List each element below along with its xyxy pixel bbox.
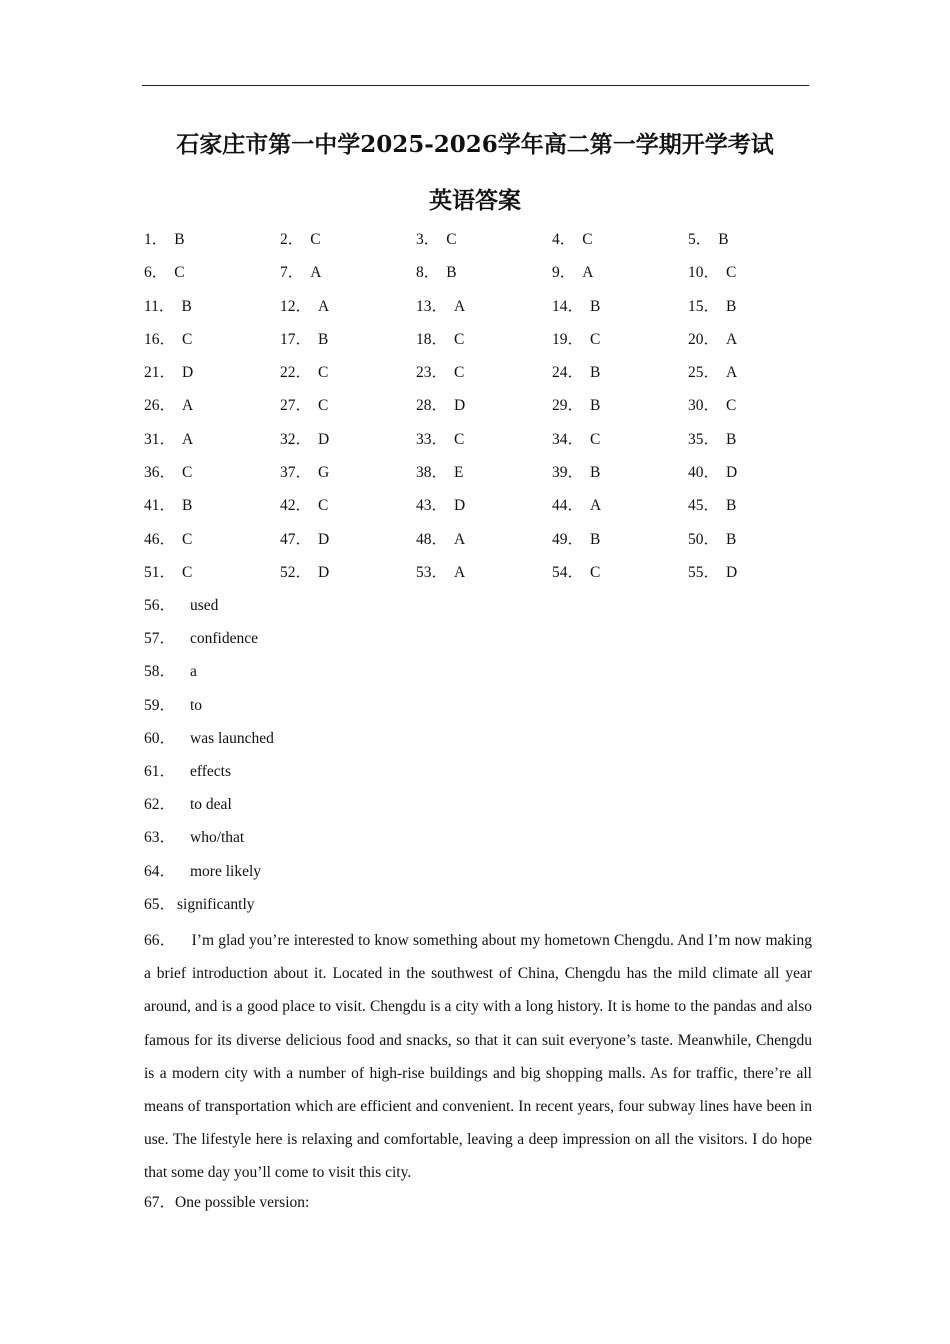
answer-item [144,228,280,261]
answer-item [416,295,552,328]
answer-letter: D [182,364,194,382]
answer-item [688,228,824,261]
fill-text: significantly [177,895,255,913]
answer-number: 35． [688,430,720,448]
answer-letter: D [726,563,738,581]
answer-letter: C [454,364,465,382]
answer-item [552,461,688,494]
answer-letter: C [446,231,457,248]
answer-item [280,561,416,594]
answer-letter: B [718,231,729,248]
answer-letter: C [182,563,193,581]
answer-item [552,528,688,561]
answer-item [416,261,552,294]
answer-number: 27． [280,397,312,415]
answer-letter: C [590,563,601,581]
answer-item [688,461,824,494]
answer-number: 18． [416,330,448,348]
answer-item [552,394,688,427]
answer-letter: A [182,430,194,448]
answer-item [416,494,552,527]
fill-text: confidence [190,630,258,648]
answer-number: 52． [280,563,312,581]
answer-item [280,528,416,561]
answer-item [144,261,280,294]
answer-number: 2． [280,231,304,248]
answer-item [280,494,416,527]
answer-number: 11． [144,297,175,315]
answer-letter: C [174,264,185,282]
answer-item [416,528,552,561]
answer-item [552,228,688,261]
answer-number: 6． [144,264,168,282]
answer-item [144,494,280,527]
document-title: 石家庄市第一中学2025-2026学年高二第一学期开学考试 [176,131,774,158]
answer-letter: B [182,497,193,515]
essay-number: 66． [144,932,176,949]
header-rule [142,85,809,86]
answer-item [280,361,416,394]
fill-text: to deal [190,796,232,814]
answer-letter: B [726,530,737,548]
answer-number: 9． [552,264,576,282]
answer-letter: G [318,464,330,482]
answer-item [144,461,280,494]
answer-item [144,528,280,561]
answer-item [280,461,416,494]
version-line [144,1191,309,1215]
answer-item [552,328,688,361]
fill-item [144,793,274,826]
answer-number: 42． [280,497,312,515]
answer-item [688,494,824,527]
choice-answer-grid [144,228,824,594]
answer-letter: C [590,430,601,448]
fill-number: 61． [144,762,176,780]
answer-item [280,328,416,361]
fill-text: effects [190,762,232,780]
fill-item [144,893,274,926]
answer-item [552,295,688,328]
answer-number: 22． [280,364,312,382]
fill-number: 59． [144,696,176,714]
answer-number: 16． [144,330,176,348]
fill-number: 57． [144,630,176,648]
answer-letter: D [318,530,330,548]
answer-number: 45． [688,497,720,515]
answer-number: 14． [552,297,584,315]
answer-letter: C [590,330,601,348]
answer-number: 31． [144,430,176,448]
answer-number: 48． [416,530,448,548]
answer-letter: A [454,530,466,548]
answer-number: 32． [280,430,312,448]
answer-number: 5． [688,231,712,248]
answer-item [688,295,824,328]
answer-letter: E [454,464,464,482]
fill-item [144,694,274,727]
fill-number: 56． [144,597,176,614]
fill-number: 63． [144,829,176,847]
answer-number: 36． [144,464,176,482]
answer-item [552,561,688,594]
answer-item [416,428,552,461]
answer-number: 20． [688,330,720,348]
answer-letter: C [726,397,737,415]
answer-number: 23． [416,364,448,382]
answer-item [144,428,280,461]
answer-letter: C [182,464,193,482]
answer-letter: B [726,297,737,315]
answer-number: 4． [552,231,576,248]
answer-item [144,361,280,394]
essay-text: I’m glad you’re interested to know something about my hometown Chengdu. And I’m now making a brief introduction about it. Located in the southwest of China, Chengdu has the mild climate all year around, and is a good place to visit. Chengdu is a city with a long history. It is home to the pandas and also famous for its diverse delicious food and snacks, so that it can suit everyone’s taste. Meanwhile, Chengdu is a modern city with a number of high-rise buildings and big shopping malls. As for traffic, there’re all means of transportation which are efficient and convenient. In recent years, four subway lines have been in use. The lifestyle here is relaxing and comfortable, leaving a deep impression on all the visitors. I do hope that some day you’ll come to visit this city. [144,932,812,1182]
answer-letter: B [590,464,601,482]
answer-letter: C [726,264,737,282]
answer-item [688,328,824,361]
answer-letter: D [454,497,466,515]
fill-number: 65． [144,895,176,913]
answer-number: 40． [688,464,720,482]
answer-letter: D [318,430,330,448]
answer-number: 47． [280,530,312,548]
answer-item [552,494,688,527]
answer-letter: C [318,497,329,515]
answer-letter: A [726,364,738,382]
answer-number: 37． [280,464,312,482]
answer-number: 55． [688,563,720,581]
answer-letter: D [726,464,738,482]
fill-item [144,627,274,660]
answer-letter: C [182,530,193,548]
answer-item [688,394,824,427]
essay-answer [144,924,812,1190]
fill-text: to [190,696,203,714]
answer-item [144,295,280,328]
answer-letter: C [310,231,321,248]
answer-number: 28． [416,397,448,415]
fill-text: was launched [190,729,274,747]
answer-letter: C [454,330,465,348]
answer-letter: B [590,297,601,315]
answer-number: 34． [552,430,584,448]
answer-item [688,561,824,594]
answer-item [688,261,824,294]
fill-item [144,760,274,793]
answer-number: 30． [688,397,720,415]
answer-item [144,394,280,427]
fill-item [144,860,274,893]
answer-item [688,361,824,394]
fill-item [144,594,274,627]
answer-letter: B [174,231,185,248]
answer-item [416,361,552,394]
answer-item [416,328,552,361]
answer-letter: C [182,330,193,348]
answer-letter: C [454,430,465,448]
answer-number: 12． [280,297,312,315]
answer-item [416,394,552,427]
answer-number: 17． [280,330,312,348]
fill-text: who/that [190,829,245,847]
answer-number: 44． [552,497,584,515]
answer-number: 50． [688,530,720,548]
answer-number: 21． [144,364,176,382]
answer-item [552,361,688,394]
answer-letter: A [318,297,330,315]
answer-number: 3． [416,231,440,248]
version-text: One possible version: [175,1194,310,1211]
fill-number: 62． [144,796,176,814]
fill-item [144,660,274,693]
answer-letter: B [318,330,329,348]
fill-number: 58． [144,663,176,681]
answer-letter: A [182,397,194,415]
answer-letter: A [726,330,738,348]
answer-letter: A [582,264,594,282]
answer-letter: C [318,364,329,382]
answer-item [416,228,552,261]
answer-number: 19． [552,330,584,348]
document-subtitle: 英语答案 [429,187,521,214]
answer-number: 24． [552,364,584,382]
answer-item [688,528,824,561]
answer-number: 29． [552,397,584,415]
answer-item [280,261,416,294]
answer-letter: A [454,563,466,581]
fill-item [144,826,274,859]
answer-number: 51． [144,563,176,581]
answer-number: 15． [688,297,720,315]
fill-item [144,727,274,760]
answer-letter: A [590,497,602,515]
answer-number: 26． [144,397,176,415]
answer-item [552,428,688,461]
answer-item [552,261,688,294]
answer-number: 43． [416,497,448,515]
answer-item [280,228,416,261]
answer-item [416,561,552,594]
answer-item [144,561,280,594]
fill-answer-list [144,594,274,926]
answer-number: 38． [416,464,448,482]
answer-letter: D [454,397,466,415]
answer-item [144,328,280,361]
answer-letter: B [590,530,601,548]
answer-number: 46． [144,530,176,548]
fill-text: used [190,597,219,614]
answer-letter: D [318,563,330,581]
fill-text: more likely [190,862,262,880]
answer-number: 13． [416,297,448,315]
fill-text: a [190,663,197,681]
answer-letter: B [181,297,192,315]
answer-number: 33． [416,430,448,448]
answer-number: 49． [552,530,584,548]
answer-number: 1． [144,231,168,248]
answer-letter: B [726,497,737,515]
answer-letter: B [726,430,737,448]
answer-letter: A [454,297,466,315]
answer-letter: B [590,397,601,415]
answer-number: 53． [416,563,448,581]
answer-item [688,428,824,461]
answer-letter: C [318,397,329,415]
answer-number: 8． [416,264,440,282]
answer-item [280,428,416,461]
answer-letter: B [446,264,457,282]
answer-number: 41． [144,497,176,515]
fill-number: 60． [144,729,176,747]
answer-number: 7． [280,264,304,282]
answer-item [280,295,416,328]
answer-letter: A [310,264,322,282]
version-number: 67． [144,1194,176,1211]
answer-number: 54． [552,563,584,581]
answer-item [416,461,552,494]
answer-number: 10． [688,264,720,282]
answer-item [280,394,416,427]
answer-number: 39． [552,464,584,482]
answer-letter: B [590,364,601,382]
answer-letter: C [582,231,593,248]
answer-number: 25． [688,364,720,382]
fill-number: 64． [144,862,176,880]
